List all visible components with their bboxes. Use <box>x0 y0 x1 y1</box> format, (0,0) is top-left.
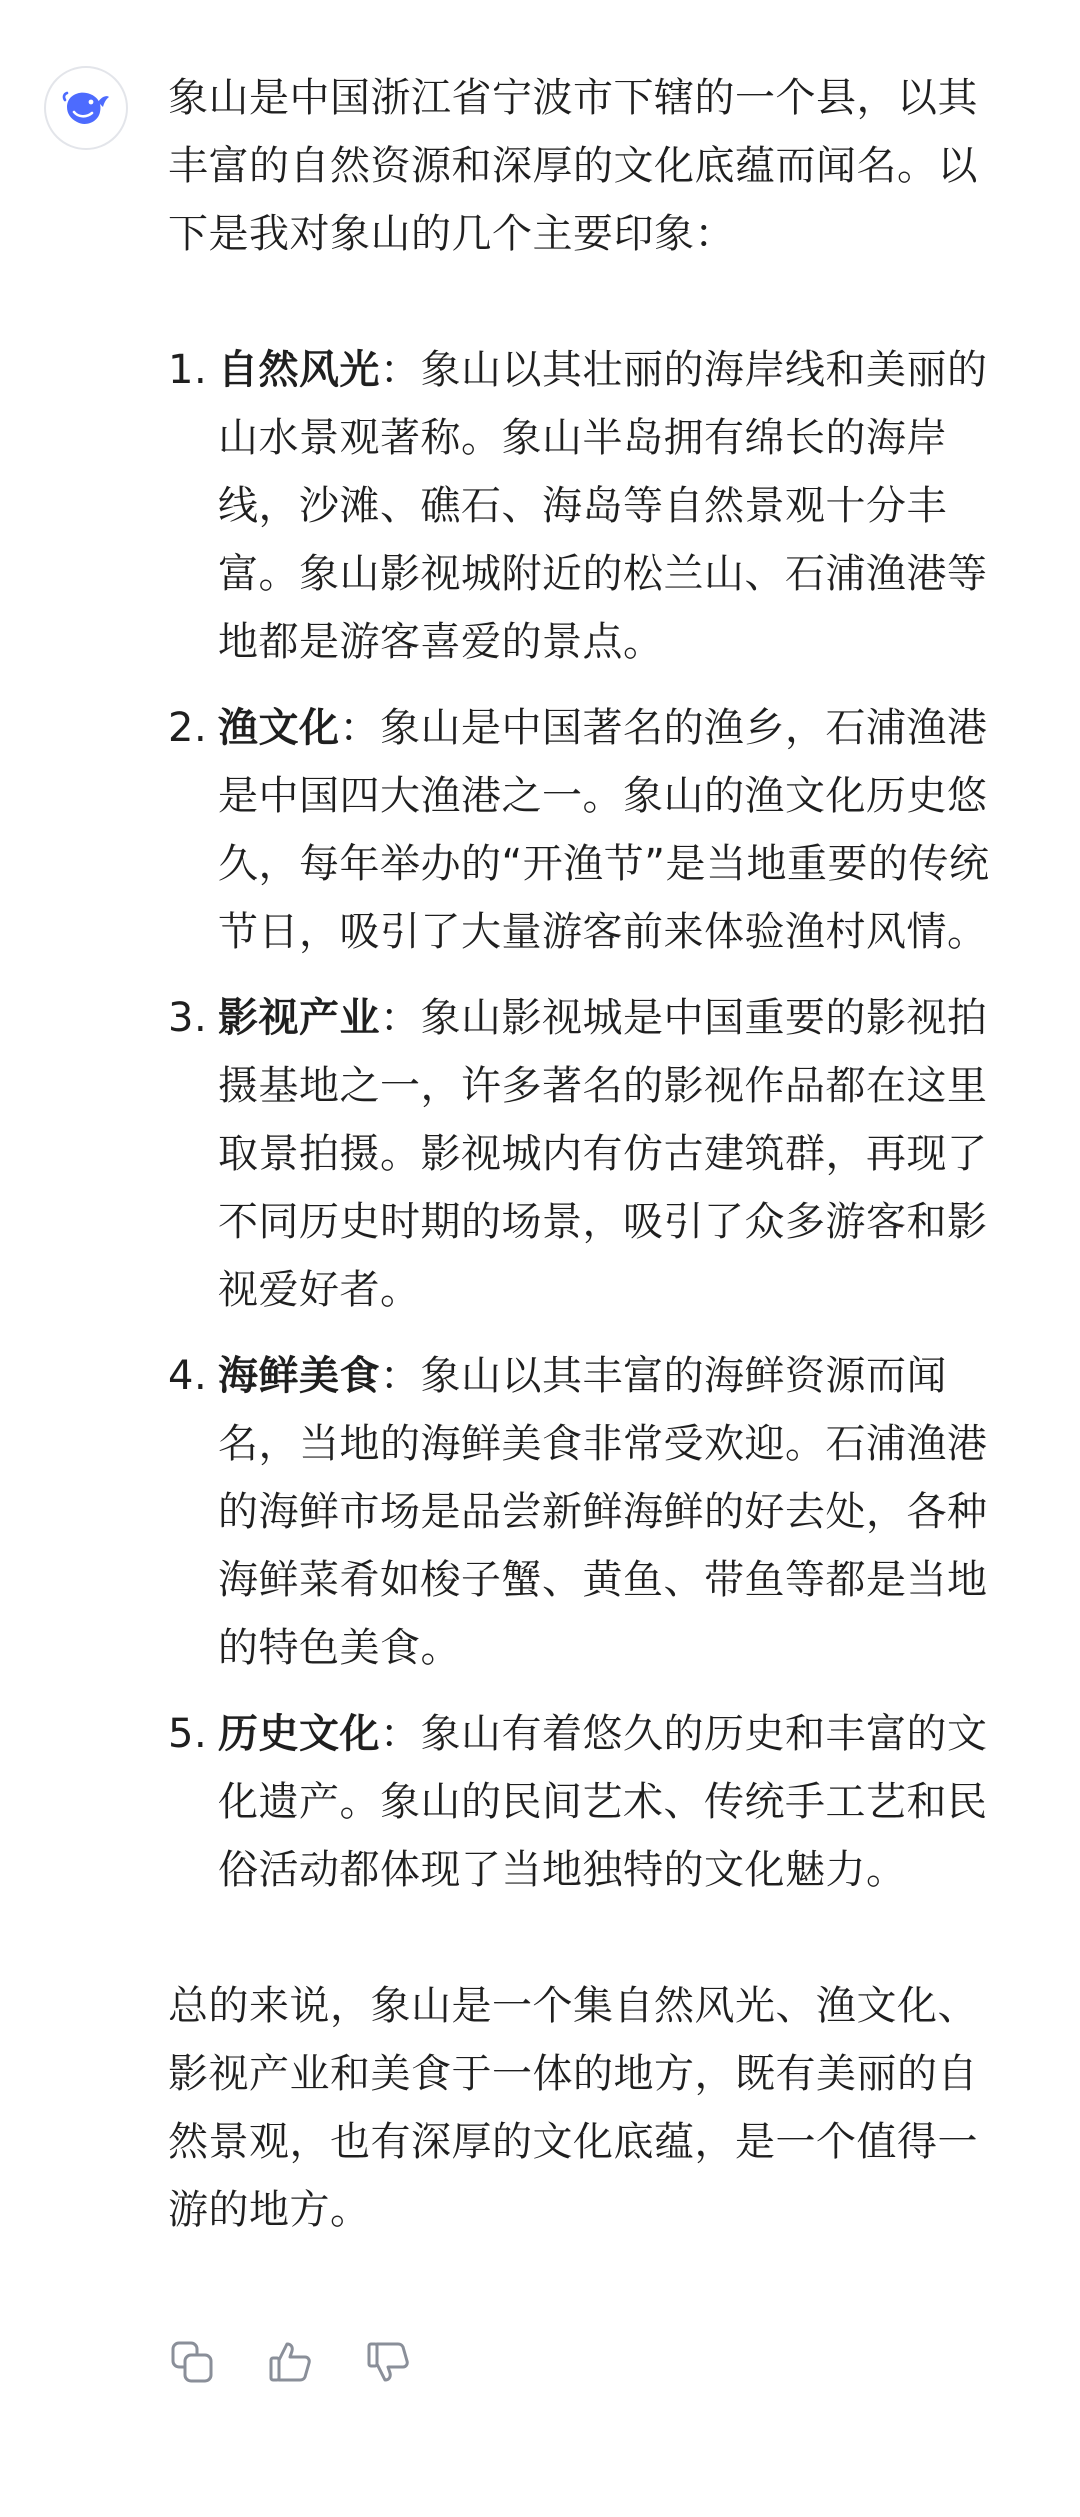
list-item-title: 自然风光 <box>218 347 380 393</box>
like-button[interactable] <box>266 2338 314 2386</box>
copy-icon <box>169 2339 215 2385</box>
list-item-number: 1. <box>168 347 208 393</box>
whale-logo-icon <box>60 82 112 134</box>
dislike-button[interactable] <box>364 2338 412 2386</box>
message-summary: 总的来说，象山是一个集自然风光、渔文化、影视产业和美食于一体的地方，既有美丽的自然景观，也有深厚的文化底蕴，是一个值得一游的地方。 <box>168 1983 978 2233</box>
list-item <box>168 1700 1008 1904</box>
avatar <box>44 66 128 150</box>
message-intro: 象山是中国浙江省宁波市下辖的一个县，以其丰富的自然资源和深厚的文化底蕴而闻名。以下是我对象山的几个主要印象： <box>168 75 978 257</box>
list-item-number: 2. <box>168 705 208 751</box>
list-item-number: 4. <box>168 1353 208 1399</box>
list-item <box>168 1342 1008 1682</box>
list-item <box>168 694 1008 966</box>
assistant-message <box>168 64 1008 2244</box>
thumbs-up-icon <box>267 2339 313 2385</box>
message-actions <box>168 2338 412 2386</box>
impression-list <box>168 336 1008 1904</box>
list-item-body: ：象山以其丰富的海鲜资源而闻名，当地的海鲜美食非常受欢迎。石浦渔港的海鲜市场是品尝新鲜海鲜的好去处，各种海鲜菜肴如梭子蟹、黄鱼、带鱼等都是当地的特色美食。 <box>218 1353 988 1671</box>
list-item-body: ：象山以其壮丽的海岸线和美丽的山水景观著称。象山半岛拥有绵长的海岸线，沙滩、礁石、海岛等自然景观十分丰富。象山影视城附近的松兰山、石浦渔港等地都是游客喜爱的景点。 <box>218 347 988 665</box>
list-item-title: 历史文化 <box>218 1711 380 1757</box>
list-item-title: 影视产业 <box>218 995 380 1041</box>
list-item-number: 3. <box>168 995 208 1041</box>
list-item-body: ：象山是中国著名的渔乡，石浦渔港是中国四大渔港之一。象山的渔文化历史悠久，每年举办的“开渔节”是当地重要的传统节日，吸引了大量游客前来体验渔村风情。 <box>218 705 990 955</box>
list-item-number: 5. <box>168 1711 208 1757</box>
list-item-body: ：象山有着悠久的历史和丰富的文化遗产。象山的民间艺术、传统手工艺和民俗活动都体现了当地独特的文化魅力。 <box>218 1711 988 1893</box>
list-item <box>168 984 1008 1324</box>
thumbs-down-icon <box>365 2339 411 2385</box>
list-item <box>168 336 1008 676</box>
copy-button[interactable] <box>168 2338 216 2386</box>
list-item-title: 海鲜美食 <box>218 1353 380 1399</box>
list-item-body: ：象山影视城是中国重要的影视拍摄基地之一，许多著名的影视作品都在这里取景拍摄。影视城内有仿古建筑群，再现了不同历史时期的场景，吸引了众多游客和影视爱好者。 <box>218 995 988 1313</box>
list-item-title: 渔文化 <box>218 705 340 751</box>
